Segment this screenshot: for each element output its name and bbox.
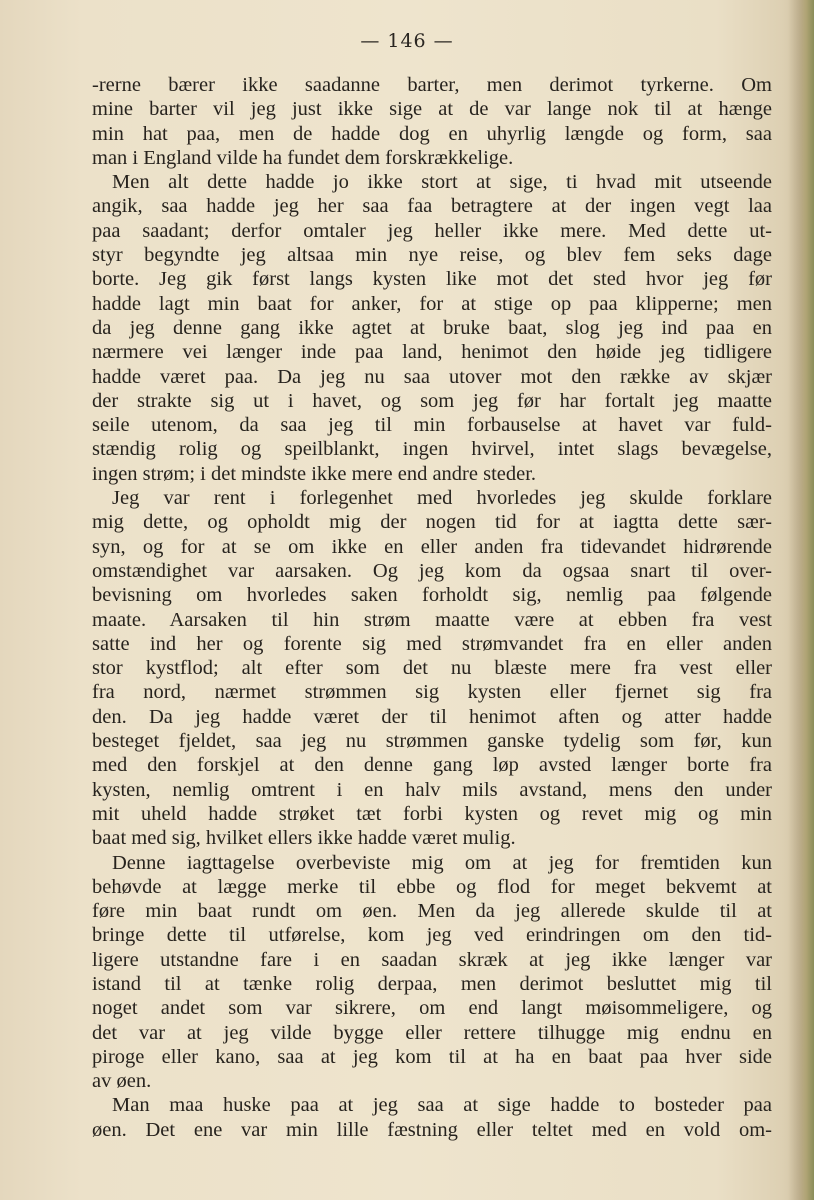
text-line: bevisning om hvorledes saken forholdt sig, nemlig paa følgende [92, 584, 772, 607]
text-line: fra nord, nærmet strømmen sig kysten eller fjernet sig fra [92, 681, 772, 704]
text-line: mig dette, og opholdt mig der nogen tid for at iagtta dette sær- [92, 511, 772, 534]
text-line: det var at jeg vilde bygge eller rettere tilhugge mig endnu en [92, 1021, 772, 1044]
text-line: maate. Aarsaken til hin strøm maatte være at ebben fra vest [92, 608, 772, 631]
text-line: stor kystflod; alt efter som det nu blæste mere fra vest eller [92, 657, 772, 680]
text-line: behøvde at lægge merke til ebbe og flod for meget bekvemt at [92, 875, 772, 898]
text-line: baat med sig, hvilket ellers ikke hadde været mulig. [92, 827, 516, 850]
text-line: nærmere vei længer inde paa land, henimot den høide jeg tidligere [92, 341, 772, 364]
text-line: mine barter vil jeg just ikke sige at de var lange nok til at hænge [92, 98, 772, 121]
text-line: av øen. [92, 1070, 152, 1093]
text-line: der strakte sig ut i havet, og som jeg før har fortalt jeg maatte [92, 389, 772, 412]
text-line: ligere utstandne fare i en saadan skræk at jeg ikke længer var [92, 948, 772, 971]
text-line: -rerne bærer ikke saadanne barter, men derimot tyrkerne. Om [92, 74, 772, 96]
text-line: piroge eller kano, saa at jeg kom til at ha en baat paa hver side [92, 1045, 772, 1068]
text-line: da jeg denne gang ikke agtet at bruke baat, slog jeg ind paa en [92, 316, 772, 339]
text-line: besteget fjeldet, saa jeg nu strømmen ganske tydelig som før, kun [92, 730, 772, 753]
text-line: mit uheld hadde strøket tæt forbi kysten og revet mig og min [92, 802, 772, 825]
text-line: seile utenom, da saa jeg til min forbauselse at havet var fuld- [92, 414, 772, 437]
text-line: føre min baat rundt om øen. Men da jeg allerede skulde til at [92, 900, 772, 923]
text-line: syn, og for at se om ikke en eller anden fra tidevandet hidrørende [92, 535, 772, 558]
text-line: Jeg var rent i forlegenhet med hvorledes jeg skulde forklare [112, 487, 772, 510]
text-line: stændig rolig og speilblankt, ingen hvirvel, intet slags bevægelse, [92, 438, 772, 461]
text-line: min hat paa, men de hadde dog en uhyrlig længde og form, saa [92, 122, 772, 145]
text-line: angik, saa hadde jeg her saa faa betragtere at der ingen vegt laa [92, 195, 772, 218]
text-line: Man maa huske paa at jeg saa at sige hadde to bosteder paa [112, 1094, 772, 1117]
text-line: bringe dette til utførelse, kom jeg ved erindringen om den tid- [92, 924, 772, 947]
text-line: Men alt dette hadde jo ikke stort at sige, ti hvad mit utseende [112, 171, 772, 194]
text-line: hadde været paa. Da jeg nu saa utover mot den række av skjær [92, 365, 772, 388]
text-line: kysten, nemlig omtrent i en halv mils avstand, mens den under [92, 778, 772, 801]
text-line: noget andet som var sikrere, om end langt møisommeligere, og [92, 997, 772, 1020]
text-line: istand til at tænke rolig derpaa, men derimot besluttet mig til [92, 972, 772, 995]
text-line: borte. Jeg gik først langs kysten like mot det sted hvor jeg før [92, 268, 772, 291]
text-line: Denne iagttagelse overbeviste mig om at jeg for fremtiden kun [112, 851, 772, 874]
text-line: den. Da jeg hadde været der til henimot aften og atter hadde [92, 705, 772, 728]
text-line: hadde lagt min baat for anker, for at stige op paa klipperne; men [92, 292, 772, 315]
text-line: satte ind her og forente sig med strømvandet fra en eller anden [92, 632, 772, 655]
text-line: med den forskjel at den denne gang løp avsted længer borte fra [92, 754, 772, 777]
text-line: styr begyndte jeg altsaa min nye reise, og blev fem seks dage [92, 244, 772, 267]
text-line: man i England vilde ha fundet dem forskrækkelige. [92, 146, 514, 169]
page-number: — 146 — [360, 30, 454, 52]
text-line: øen. Det ene var min lille fæstning eller teltet med en vold om- [92, 1118, 772, 1141]
body-text [92, 73, 772, 1142]
text-line: paa saadant; derfor omtaler jeg heller ikke mere. Med dette ut- [92, 219, 772, 242]
page-edge [788, 0, 814, 1200]
text-line: omstændighet var aarsaken. Og jeg kom da ogsaa snart til over- [92, 559, 772, 582]
text-line: ingen strøm; i det mindste ikke mere end andre steder. [92, 462, 537, 485]
